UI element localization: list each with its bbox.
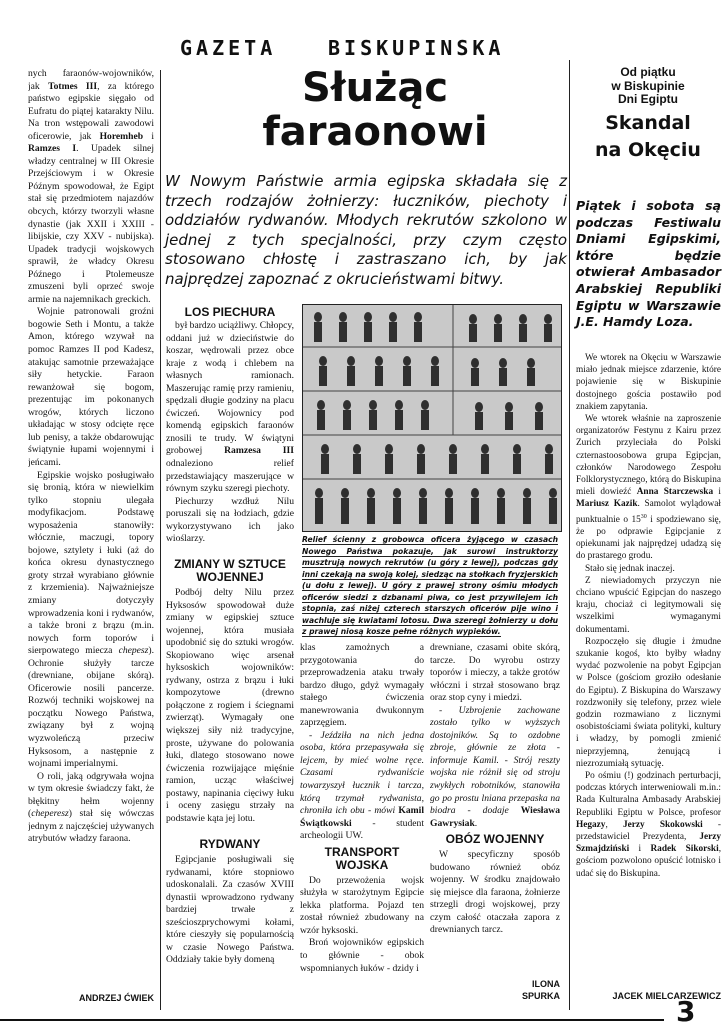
article-column-2-top bbox=[166, 320, 294, 554]
column-rule-right bbox=[569, 60, 570, 1010]
sidebar-paragraph-4: Z niewiadomych przyczyn nie chciano wpuścić Egipcjan do naszego kraju, chociaż ci legitymowali się wszelkimi wymaganymi dokumentami. bbox=[576, 575, 721, 635]
subhead-oboz: OBÓZ WOJENNY bbox=[445, 832, 545, 847]
subhead-zmiany: ZMIANY W SZTUCE WOJENNEJ bbox=[174, 557, 286, 584]
col3-paragraph-1: klas zamożnych a przygotowania do przeprowadzenia ataku trwały bardzo długo, gdyż wymagały stałego ćwiczenia manewrowania dwukonnym zaprzęgiem. bbox=[300, 642, 424, 729]
col2-paragraph-4: Egipcjanie posługiwali się rydwanami, które stopniowo udoskonalali. Za czasów XVIII dynastii wprowadzono rydwany bardziej trwałe z sześcioszprychowymi kołami, które cieszyły się popularnością w czasie Nowego Państwa. Oddziały takie były domeną bbox=[166, 854, 294, 966]
col4-paragraph-1: drewniane, czasami obite skórą, tarcze. Do wyrobu ostrzy toporów i mieczy, a także grotów włóczni i strzał stosowano brąz oraz stop cyny i miedzi. bbox=[430, 642, 560, 704]
photo-caption: Relief ścienny z grobowca oficera żyjącego w czasach Nowego Państwa pokazuje, jak surowi instruktorzy musztrują nowych rekrutów (u góry z lewej), podczas gdy inni czekają na swoją kolej, siedząc na stołkach fryzjerskich (u dołu z lewej). U góry z prawej strony ośmiu młodych oficerów siedzi z dzbanami piwa, co jest przywilejem ich stopnia, zaś niżej czterech starszych oficerów pije wino i wachluje się kwiatami lotosu. Dwa szeregi żołnierzy u dołu z prawej niosą kosze pełne różnych wypieków. bbox=[302, 535, 558, 636]
footer-rule bbox=[0, 1019, 664, 1021]
masthead-word-biskupinska: BISKUPINSKA bbox=[328, 36, 505, 60]
article-column-3 bbox=[300, 642, 424, 1002]
col1-paragraph-1: nych faraonów-wojowników, jak Totmes III, za którego państwo egipskie sięgało od Eufratu do piątej katarakty Nilu. Na tron wstępowali zawodowi oficerowie, jak Horemheb i Ramzes I. Upadek silnej władzy centralnej w III Okresie Przejściowym i w Okresie Późnym spowodował, że Egipt stał się przedmiotem najazdów obcych, którzy tworzyli własne dynastie (jak XXII i XXIII - libijskie, czy XXV - nubijska). Upadek tradycji wojskowych sprawił, że władcy Okresu Późnego i Ptolemeusze zmuszeni byli oprzeć swoje armie na najemnikach greckich. bbox=[28, 68, 154, 305]
subhead-transport: TRANSPORT WOJSKA bbox=[324, 844, 400, 872]
sidebar-paragraph-5: Rozpoczęło się długie i żmudne szukanie kogoś, kto byłby władny wydać pozwolenie na pobyt Egipcjan w Polsce (gościom groziło odesłanie do Egiptu). Z Biskupina do Warszawy rozdzwoniły się telefony, przez wiele godzin rozmawiano z licznymi osobistościami świata polityki, kultury i władzy, by pomogli zmienić nieprzyjemną, żenującą i niezrozumiałą sytuację. bbox=[576, 636, 721, 769]
sidebar-kicker-3: Dni Egiptu bbox=[618, 92, 678, 106]
col3-paragraph-4: Broń wojowników egipskich to głównie - obok wspomnianych łuków - dzidy i bbox=[300, 937, 424, 974]
col3-paragraph-3: Do przewożenia wojsk służyła w starożytnym Egipcie lekka platforma. Pojazd ten został również zbudowany na wzór hyksoski. bbox=[300, 874, 424, 936]
headline-line-2: faraonowi bbox=[262, 109, 488, 155]
sidebar-kicker-1: Od piątku bbox=[620, 65, 676, 79]
article-column-4 bbox=[430, 642, 560, 942]
col4-byline: ILONA SPURKA bbox=[521, 979, 560, 1001]
sidebar-header bbox=[573, 66, 723, 162]
relief-illustration bbox=[303, 305, 561, 531]
sidebar-paragraph-6: Po ośmiu (!) godzinach perturbacji, podczas których interweniowali m.in.: Rada Kulturalna Ambasady Arabskiej Republiki Egiptu w Polsce, profesor Hegazy, Jerzy Skokowski - przedstawiciel Prezydenta, Jerzy Szmajdziński i Radek Sikorski, gościom pozwolono opuścić lotnisko i udać się do Biskupina. bbox=[576, 771, 721, 879]
subhead-los-piechura: LOS PIECHURA bbox=[184, 305, 276, 319]
column-rule-left bbox=[160, 70, 161, 1010]
page-number: 3 bbox=[676, 995, 696, 1028]
col2-paragraph-1: był bardzo uciążliwy. Chłopcy, oddani już w dzieciństwie do koszar, wędrowali przez obce kraje z wodą i chlebem na własnych ramionach. Maszerując ramię przy ramieniu, spędzali długie godziny na placu ćwiczeń. Wojownicy pod komendą egipskich faraonów znosili te trudy. W świątyni grobowej Ramzesa III odnaleziono relief przedstawiający maszerujące w równym szyku szeregi piechoty. bbox=[166, 320, 294, 495]
headline bbox=[205, 66, 545, 154]
col2-paragraph-3: Podbój delty Nilu przez Hyksosów spowodował duże zmiany w egipskiej sztuce wojennej, która musiała upodobnić się do sztuki wrogów. Skopiowano więc arsenał hyksoskich wojowników: rydwany, ostrza z brązu i łuki kompozytowe (drewno połączone z rogiem i ściegnami zwierząt). Wymagały one większej siły niż tradycyjne, proste, używane do polowania łuki, dlatego stosowano nowe ćwiczenia rozwijające mięśnie ramion, ucząc właściwej postawy, napinania cięciwy łuku i oceny zasięgu strzały na podstawie kąta jej lotu. bbox=[166, 587, 294, 824]
col3-paragraph-2: - Jeździła na nich jedna osoba, która przepasywała się lejcem, by mieć wolne ręce. Czasami rydwaniście towarzyszył łucznik i tarcza, którą trzymał rydwanista, chroniła ich obu - mówi Kamil Świątkowski - student archeologii UW. bbox=[300, 729, 424, 842]
sidebar-paragraph-2: We wtorek właśnie na zaproszenie organizatorów Festynu z Kairu przez Zurich przyleciała do Polski czternastoosobowa grupa Egipcjan, członków Narodowego Zespołu Folklorystycznego, którą do Biskupina mieli dowieźć Anna Starczewska i Mariusz Kazik. Samolot wylądował punktualnie o $15^{30}$ i spodziewano się, że po odprawie Egipcjanie z opiekunami jak najprędzej udadzą się do prastarego grodu. bbox=[576, 414, 721, 562]
col1-paragraph-3: Egipskie wojsko posługiwało się bronią, która w niewielkim tylko stopniu ulegała modyfikacjom. Podstawę wyposażenia stanowiły: włócznie, maczugi, topory bojowe, sztylety i łuki (aż do końca okresu dynastycznego groty strzał wyrabiano głównie z krzemienia). Najważniejsze zmiany dotyczyły wprowadzenia koni i rydwanów, a także broni z brązu (m.in. nowych form toporów i sierpowatego miecza chepesz). Ochronie służyły tarcze (drewniane, obijane skórą). Oficerowie nosili pancerze. Rozwój techniki wojskowej na początku Nowego Państwa, związany był z wojną wyzwoleńczą przeciw Hyksosom, a następnie z wojnami imperialnymi. bbox=[28, 469, 154, 770]
col2-paragraph-2: Piechurzy wzdłuż Nilu poruszali się na łodziach, gdzie wykorzystywano ich jako wioślarzy. bbox=[166, 495, 294, 545]
lead-paragraph: W Nowym Państwie armia egipska składała się z trzech rodzajów żołnierzy: łuczników, piechoty i oddziałów rydwanów. Młodych rekrutów szkolono w jednej z tych specjalności, przy czym często stosowano chłostę i zastraszano ich, by jak najprędzej zapoznać z okrucieństwami bitwy. bbox=[165, 172, 567, 288]
relief-photo bbox=[302, 304, 562, 532]
sidebar-paragraph-3: Stało się jednak inaczej. bbox=[585, 563, 675, 574]
sidebar-title-1: Skandal bbox=[605, 111, 691, 134]
col4-paragraph-3: W specyficzny sposób budowano również obóz wojenny. W środku znajdowało się miejsce dla faraona, żołnierze strzegli drogi wojskowej, przy czym całość otaczała zapora z drewnianych tarcz. bbox=[430, 849, 560, 936]
masthead-word-gazeta: GAZETA bbox=[180, 36, 277, 60]
sidebar-lead: Piątek i sobota są podczas Festiwalu Dniami Egipskimi, które będzie otwierał Ambasador Arabskiej Republiki Egiptu w Warszawie J.E. Hamdy Loza. bbox=[576, 198, 721, 330]
sidebar-paragraph-1: We wtorek na Okęciu w Warszawie miało jednak miejsce zdarzenie, które pojawienie się w Biskupinie dostojnego gościa postawiło pod znakiem zapytania. bbox=[576, 353, 721, 412]
col1-byline: ANDRZEJ ĆWIEK bbox=[78, 993, 154, 1003]
headline-line-1: Służąc bbox=[301, 65, 449, 111]
sidebar-body bbox=[576, 352, 721, 985]
col1-paragraph-4: O roli, jaką odgrywała wojna w tym okresie świadczy fakt, że błękitny hełm wojenny (cheperesz) stał się wówczas jednym z najczęściej używanych atrybutów władzy faraona. bbox=[28, 770, 154, 845]
article-column-2-middle bbox=[166, 587, 294, 833]
sidebar-kicker-2: w Biskupinie bbox=[611, 78, 685, 93]
sidebar-byline: JACEK MIELCARZEWICZ bbox=[612, 991, 721, 1001]
sidebar-title-2: na Okęciu bbox=[595, 138, 701, 161]
article-column-2-bottom bbox=[166, 854, 294, 1002]
subhead-rydwany: RYDWANY bbox=[199, 837, 261, 851]
col4-paragraph-2: - Uzbrojenie zachowane zostało tylko w wyższych dostojników. Są to ozdobne zbroje, głównie ze złota - informuje Kamil. - Strój reszty wojska nie różnił się od stroju zwykłych robotników, stanowiła go po prostu lniana przepaska na biodra - dodaje Wiesława Gawrysiak. bbox=[430, 704, 560, 829]
col1-paragraph-2: Wojnie patronowali groźni bogowie Seth i Montu, a także Amon, którego wzywał na pomoc Ramzes II pod Kadesz, atakując samotnie przeważające siły hetyckie. Faraon rewanżował się bogom, prezentując im pokonanych wrogów, których liczono układając w stosy odcięte ręce lub penisy, a także obdarowując świątynie łupami wojennymi i jeńcami. bbox=[28, 306, 154, 468]
article-column-1 bbox=[28, 68, 154, 992]
